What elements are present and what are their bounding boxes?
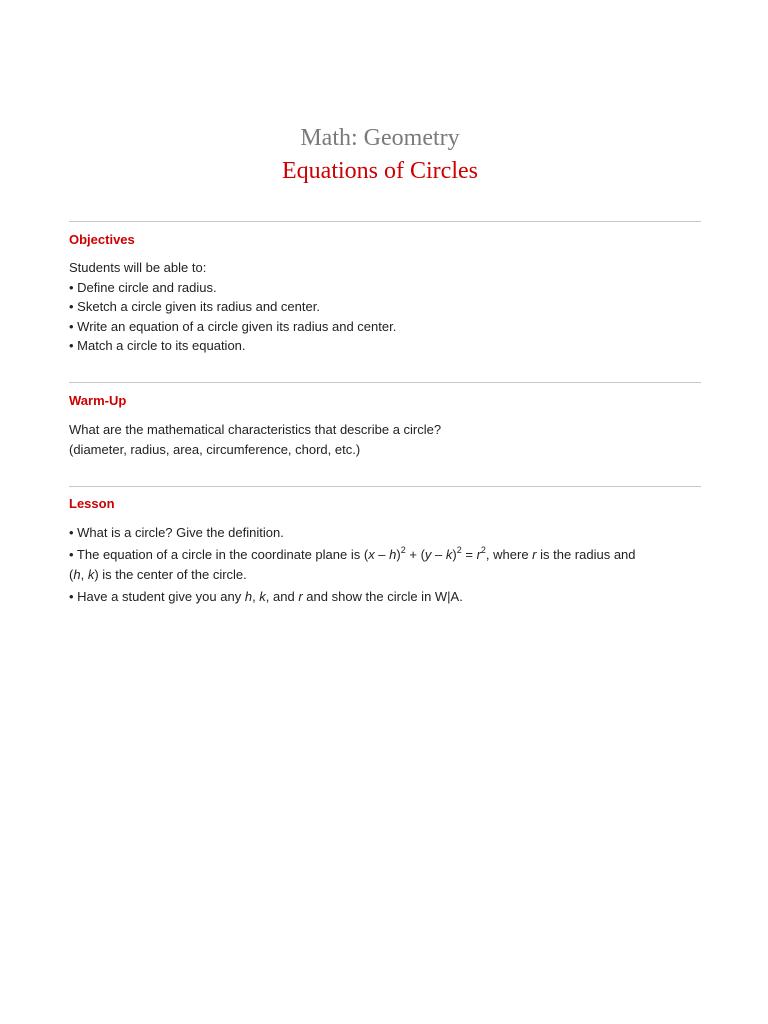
lesson-list — [69, 522, 709, 608]
objective-item: • Sketch a circle given its radius and center. — [69, 299, 320, 314]
warmup-question: What are the mathematical characteristics that describe a circle? — [69, 422, 442, 437]
lesson-item: • What is a circle? Give the definition. — [69, 525, 284, 540]
warmup-hint: (diameter, radius, area, circumference, chord, etc.) — [69, 441, 361, 457]
warmup-heading: Warm-Up — [69, 393, 127, 408]
subject-heading: Math: Geometry — [300, 125, 460, 151]
lesson-item: • Have a student give you any h, k, and r and show the circle in W|A. — [69, 589, 463, 604]
objective-item: • Match a circle to its equation. — [69, 338, 246, 353]
section-divider — [69, 221, 701, 222]
section-divider — [69, 486, 701, 487]
objective-item: • Write an equation of a circle given its radius and center. — [69, 318, 397, 334]
warmup-text — [69, 420, 709, 459]
lesson-heading: Lesson — [69, 496, 115, 511]
objective-item: • Define circle and radius. — [69, 279, 217, 295]
objectives-intro: Students will be able to: — [69, 260, 207, 275]
lesson-item-equation: • The equation of a circle in the coordinate plane is $(x - h)^2 + (y - k)^2 = r^2$, where r is the radius and — [69, 545, 636, 562]
objectives-list — [69, 258, 709, 356]
lesson-item-equation-continued: (h, k) is the center of the circle. — [69, 567, 247, 582]
objectives-heading: Objectives — [69, 232, 135, 247]
section-divider — [69, 382, 701, 383]
page-title: Equations of Circles — [282, 158, 478, 184]
